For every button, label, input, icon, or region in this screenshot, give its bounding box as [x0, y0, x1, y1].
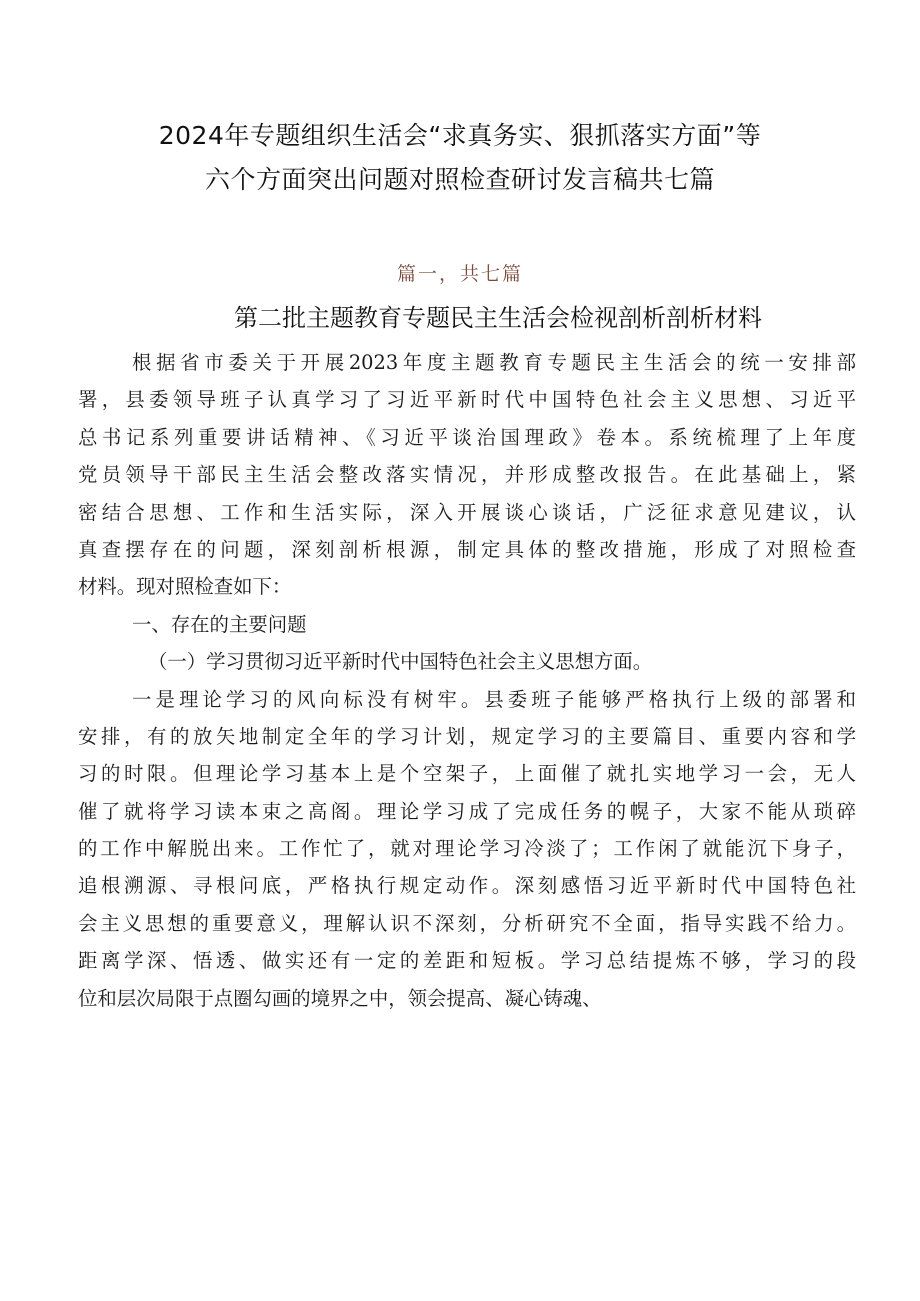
para2-line: 的工作中解脱出来。工作忙了，就对理论学习冷淡了；工作闲了就能沉下身子，	[78, 837, 856, 861]
para1-line: 材料。现对照检查如下：	[78, 575, 292, 599]
subtitle: 第二批主题教育专题民主生活会检视剖析剖析材料	[234, 304, 762, 332]
title-line-2: 六个方面突出问题对照检查研讨发言稿共七篇	[204, 165, 715, 194]
section-heading-2: （一）学习贯彻习近平新时代中国特色社会主义思想方面。	[148, 650, 653, 674]
para1-line: 党员领导干部民主生活会整改落实情况，并形成整改报告。在此基础上，紧	[78, 463, 856, 487]
para2-line: 追根溯源、寻根问底，严格执行规定动作。深刻感悟习近平新时代中国特色社	[78, 874, 856, 898]
para2-line: 距离学深、悟透、做实还有一定的差距和短板。学习总结提炼不够，学习的段	[78, 949, 856, 973]
para2-line: 会主义思想的重要意义，理解认识不深刻，分析研究不全面，指导实践不给力。	[78, 911, 856, 935]
para1-line: 署，县委领导班子认真学习了习近平新时代中国特色社会主义思想、习近平	[78, 388, 856, 412]
body-text	[78, 344, 856, 1017]
para2-line: 一是理论学习的风向标没有树牢。县委班子能够严格执行上级的部署和	[132, 687, 856, 711]
para2-line: 习的时限。但理论学习基本上是个空架子，上面催了就扎实地学习一会，无人	[78, 762, 856, 786]
para1-line: 总书记系列重要讲话精神、《习近平谈治国理政》卷本。系统梳理了上年度	[78, 425, 856, 449]
para1-line: 根据省市委关于开展2023年度主题教育专题民主生活会的统一安排部	[132, 351, 856, 374]
para1-line: 密结合思想、工作和生活实际，深入开展谈心谈话，广泛征求意见建议，认	[78, 500, 856, 524]
para2-line: 位和层次局限于点圈勾画的境界之中，领会提高、凝心铸魂、	[78, 986, 602, 1010]
para2-line: 安排，有的放矢地制定全年的学习计划，规定学习的主要篇目、重要内容和学	[78, 724, 856, 748]
section-heading-1: 一、存在的主要问题	[132, 612, 307, 636]
para2-line: 催了就将学习读本束之高阁。理论学习成了完成任务的幌子，大家不能从琐碎	[78, 799, 856, 823]
document-title	[60, 114, 860, 202]
section-label: 篇一，共七篇	[396, 263, 523, 285]
title-line-1: 2024年专题组织生活会“求真务实、狠抓落实方面”等	[158, 121, 762, 150]
para1-line: 真查摆存在的问题，深刻剖析根源，制定具体的整改措施，形成了对照检查	[78, 537, 856, 561]
